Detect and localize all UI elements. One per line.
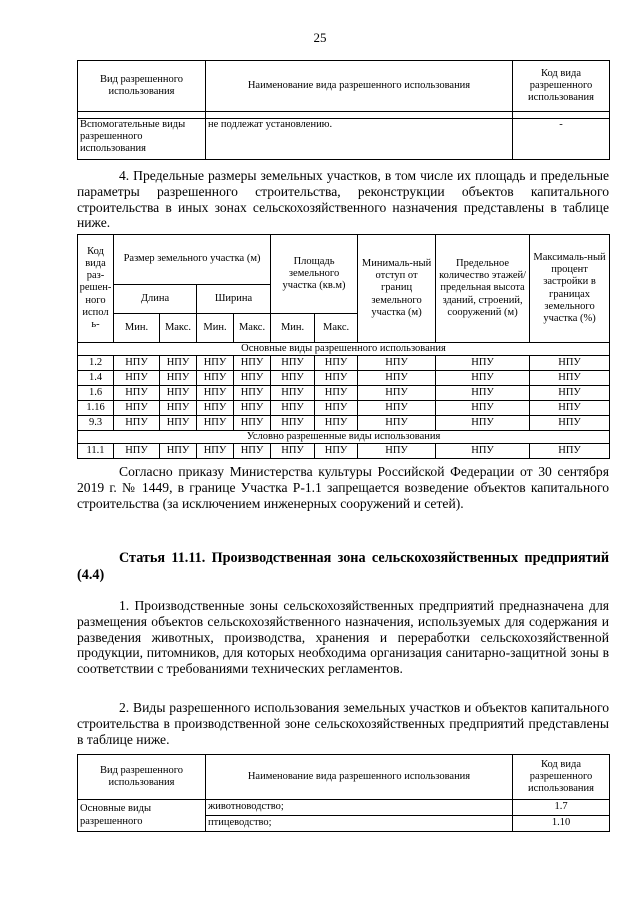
cell-value: НПУ xyxy=(436,401,530,416)
header-size: Размер земельного участка (м) xyxy=(114,235,271,285)
cell-value: НПУ xyxy=(530,371,610,386)
cell-kind: Вспомогательные виды разрешенного использования xyxy=(78,119,206,160)
table-spacer-row xyxy=(78,112,610,119)
cell-code: 1.10 xyxy=(513,816,610,832)
cell-value: НПУ xyxy=(530,401,610,416)
cell-value: НПУ xyxy=(358,444,436,459)
cell-value: НПУ xyxy=(160,356,197,371)
cell-value: НПУ xyxy=(530,444,610,459)
header-width: Ширина xyxy=(197,285,271,314)
conditional-rows xyxy=(78,444,610,459)
cell-value: НПУ xyxy=(114,401,160,416)
section-conditional-label: Условно разрешенные виды использования xyxy=(78,431,610,444)
cell-value: НПУ xyxy=(160,444,197,459)
cell-value: НПУ xyxy=(315,356,358,371)
header-code: Код вида раз-решен-ного испол ь- xyxy=(78,235,114,343)
cell-value: НПУ xyxy=(436,386,530,401)
permitted-use-table-production xyxy=(77,754,610,832)
header-name: Наименование вида разрешенного использования xyxy=(206,755,513,800)
cell-code: 1.16 xyxy=(78,401,114,416)
table-row xyxy=(78,119,610,160)
cell-value: НПУ xyxy=(160,416,197,431)
parameters-table xyxy=(77,234,610,459)
cell-name: животноводство; xyxy=(206,800,513,816)
cell-value: НПУ xyxy=(234,356,271,371)
header-code: Код вида разрешенного использования xyxy=(513,755,610,800)
page-number: 25 xyxy=(313,30,327,45)
header-row-1 xyxy=(78,235,610,285)
cell-value: НПУ xyxy=(271,386,315,401)
cell-code: 1.2 xyxy=(78,356,114,371)
cell-value: НПУ xyxy=(234,416,271,431)
cell-value: НПУ xyxy=(234,444,271,459)
cell-value: НПУ xyxy=(436,371,530,386)
cell-value: НПУ xyxy=(530,386,610,401)
cell-value: НПУ xyxy=(114,416,160,431)
cell-value: НПУ xyxy=(271,356,315,371)
cell-value: НПУ xyxy=(436,416,530,431)
header-setback: Минималь-ный отступ от границ земельного участка (м) xyxy=(358,235,436,343)
cell-value: НПУ xyxy=(197,356,234,371)
paragraph-article-1: 1. Производственные зоны сельскохозяйственных предприятий предназначена для размещения объектов сельскохозяйственного назначения, используемых для содержания и разведения животных, производства, хранения и переработки сельскохозяйственной продукции, питомников, для которых необходима организация санитарно-защитной зоны в соответствии с требованиями технических регламентов. xyxy=(77,598,609,677)
table-row xyxy=(78,416,610,431)
paragraph-article-2: 2. Виды разрешенного использования земельных участков и объектов капитального строительства в производственной зоне сельскохозяйственных предприятий представлены в таблице ниже. xyxy=(77,700,609,747)
paragraph-4: 4. Предельные размеры земельных участков, в том числе их площадь и предельные параметры разрешенного строительства, реконструкции объектов капитального строительства в иных зонах сельскохозяйственного назначения представлены в таблице ниже. xyxy=(77,168,609,231)
cell-value: НПУ xyxy=(271,444,315,459)
header-floors: Предельное количество этажей/ предельная высота зданий, строений, сооружений (м) xyxy=(436,235,530,343)
cell-value: НПУ xyxy=(160,386,197,401)
cell-value: НПУ xyxy=(530,356,610,371)
cell-name: птицеводство; xyxy=(206,816,513,832)
table-row xyxy=(78,371,610,386)
cell-value: НПУ xyxy=(234,386,271,401)
cell-value: НПУ xyxy=(315,401,358,416)
cell-code: 9.3 xyxy=(78,416,114,431)
cell-value: НПУ xyxy=(315,444,358,459)
cell-value: НПУ xyxy=(160,401,197,416)
header-area-max: Макс. xyxy=(315,314,358,343)
cell-name: не подлежат установлению. xyxy=(206,119,513,160)
header-width-min: Мин. xyxy=(197,314,234,343)
article-heading: Статья 11.11. Производственная зона сельскохозяйственных предприятий (4.4) xyxy=(77,550,609,583)
cell-value: НПУ xyxy=(358,416,436,431)
main-rows xyxy=(78,356,610,431)
header-kind: Вид разрешенного использования xyxy=(78,755,206,800)
header-coverage: Максималь-ный процент застройки в границах земельного участка (%) xyxy=(530,235,610,343)
cell-value: НПУ xyxy=(358,401,436,416)
cell-value: НПУ xyxy=(271,416,315,431)
cell-value: НПУ xyxy=(234,401,271,416)
cell-code: - xyxy=(513,119,610,160)
cell-value: НПУ xyxy=(114,356,160,371)
cell-value: НПУ xyxy=(315,371,358,386)
cell-value: НПУ xyxy=(197,371,234,386)
header-kind: Вид разрешенного использования xyxy=(78,61,206,112)
paragraph-order: Согласно приказу Министерства культуры Российской Федерации от 30 сентября 2019 г. № 1449, в границе Участка Р-1.1 запрещается возведение объектов капитального строительства (за исключением инженерных сооружений и сетей). xyxy=(77,464,609,511)
table-row xyxy=(78,401,610,416)
table-row xyxy=(78,800,610,816)
header-area: Площадь земельного участка (кв.м) xyxy=(271,235,358,314)
cell-value: НПУ xyxy=(315,386,358,401)
cell-value: НПУ xyxy=(358,386,436,401)
cell-value: НПУ xyxy=(114,444,160,459)
header-name: Наименование вида разрешенного использования xyxy=(206,61,513,112)
section-main-label: Основные виды разрешенного использования xyxy=(78,343,610,356)
table-header-row xyxy=(78,755,610,800)
cell-value: НПУ xyxy=(315,416,358,431)
cell-value: НПУ xyxy=(271,371,315,386)
cell-kind: Основные виды разрешенного xyxy=(78,800,206,832)
cell-value: НПУ xyxy=(197,401,234,416)
permitted-use-table-auxiliary xyxy=(77,60,610,160)
table-row xyxy=(78,356,610,371)
section-row-main xyxy=(78,343,610,356)
cell-code: 1.6 xyxy=(78,386,114,401)
cell-value: НПУ xyxy=(358,356,436,371)
cell-value: НПУ xyxy=(358,371,436,386)
table-header-row xyxy=(78,61,610,112)
header-width-max: Макс. xyxy=(234,314,271,343)
cell-code: 11.1 xyxy=(78,444,114,459)
cell-value: НПУ xyxy=(114,371,160,386)
cell-value: НПУ xyxy=(436,356,530,371)
header-length: Длина xyxy=(114,285,197,314)
cell-value: НПУ xyxy=(530,416,610,431)
cell-value: НПУ xyxy=(197,416,234,431)
cell-value: НПУ xyxy=(197,444,234,459)
cell-code: 1.4 xyxy=(78,371,114,386)
header-code: Код вида разрешенного использования xyxy=(513,61,610,112)
cell-value: НПУ xyxy=(160,371,197,386)
header-area-min: Мин. xyxy=(271,314,315,343)
cell-value: НПУ xyxy=(114,386,160,401)
cell-value: НПУ xyxy=(436,444,530,459)
section-row-conditional xyxy=(78,431,610,444)
cell-code: 1.7 xyxy=(513,800,610,816)
cell-value: НПУ xyxy=(271,401,315,416)
table-row xyxy=(78,386,610,401)
header-length-max: Макс. xyxy=(160,314,197,343)
cell-value: НПУ xyxy=(197,386,234,401)
header-length-min: Мин. xyxy=(114,314,160,343)
cell-value: НПУ xyxy=(234,371,271,386)
table-row xyxy=(78,444,610,459)
